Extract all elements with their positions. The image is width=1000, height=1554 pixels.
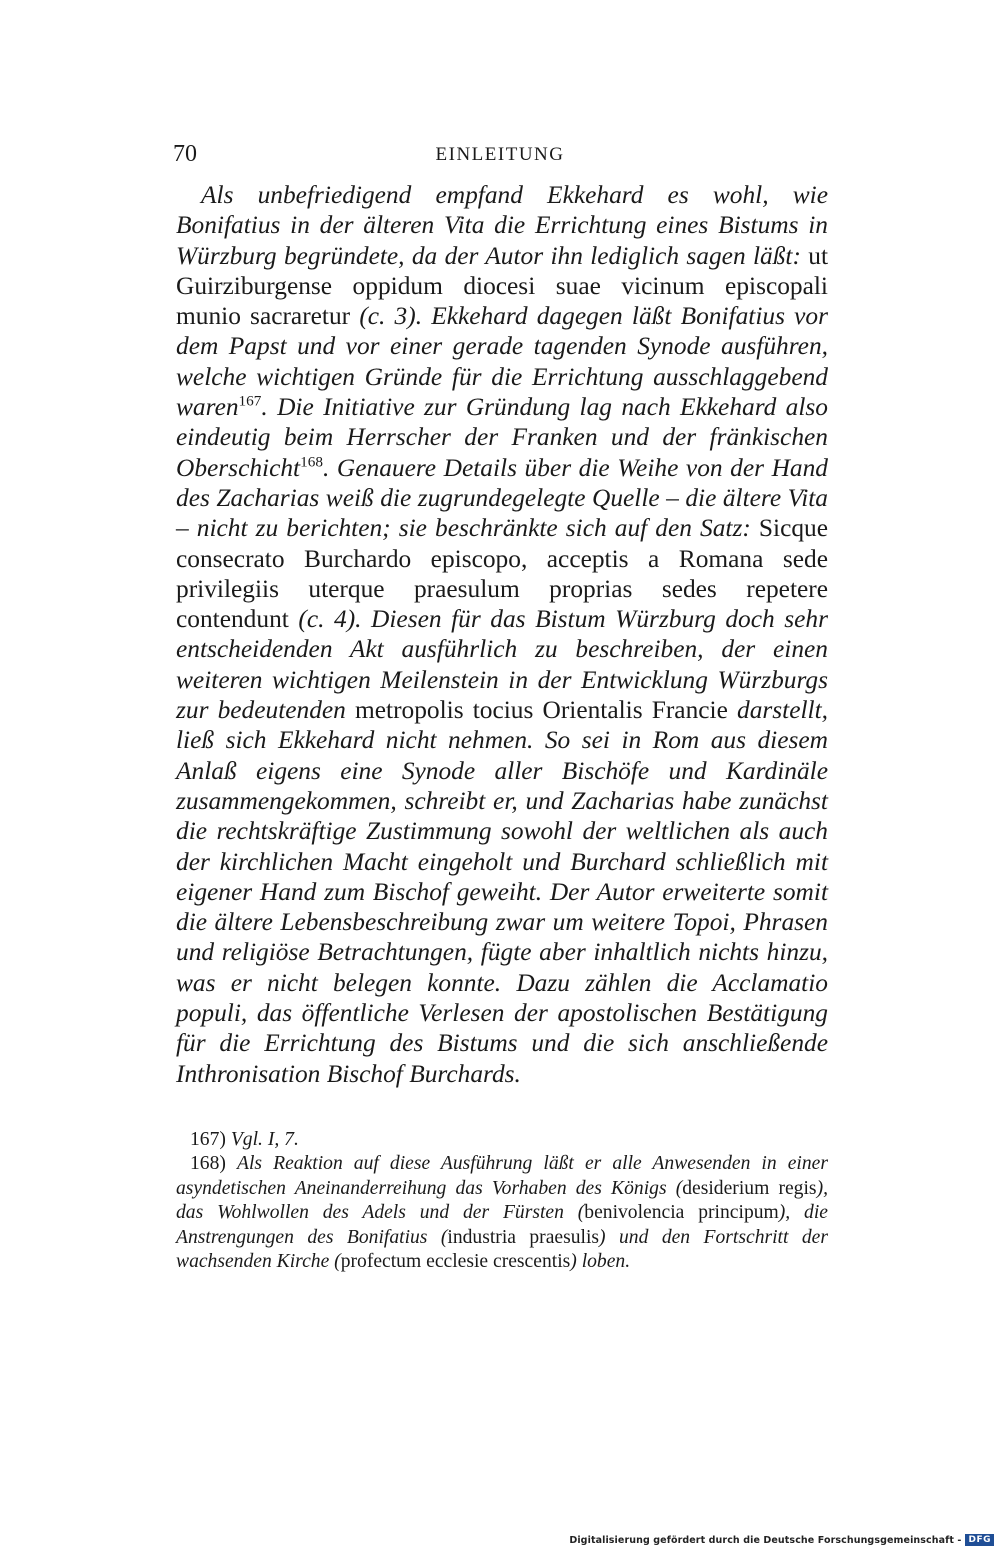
digitization-notice-text: Digitalisierung gefördert durch die Deutsche Forschungsgemeinschaft - [569,1534,962,1546]
footnote-text-run: profectum ecclesie crescentis [340,1251,571,1273]
footnote-text-run: desiderium regis [682,1177,817,1199]
footnote-number: 168) [190,1153,226,1175]
dfg-logo: DFG [965,1534,994,1546]
running-head: EINLEITUNG [435,144,565,165]
footnote-text-run: Als Reaktion auf diese Ausführung läßt er alle Anwesenden in einer asyndetischen Aneinanderreihung das Vorhaben des Königs ( [176,1153,828,1199]
text-run: . Genauere Details über die Weihe von der Hand des Zacharias weiß die zugrundegelegte Quelle – die ältere Vita – nicht zu berichten; sie beschränkte sich auf den Satz: [176,453,828,543]
text-run: ut Guirziburgense oppidum diocesi suae vicinum episcopali munio sacraretur [176,241,828,331]
text-run: metropolis tocius Orientalis Francie [355,696,737,725]
footnote-number: 167) [190,1129,226,1150]
text-run: Als unbefriedigend empfand Ekkehard es wohl, wie Bonifatius in der älteren Vita die Errichtung eines Bistums in Würzburg begründete, da der Autor ihn lediglich sagen läßt: [176,181,828,270]
footnote-text-run: ), das Wohlwollen des Adels und der Fürsten ( [176,1177,828,1224]
footnotes [176,1128,828,1274]
footnote-text-run: ) und den Fortschritt der wachsenden Kirche ( [176,1226,828,1273]
footnote [176,1152,828,1274]
text-run: Sicque consecrato Burchardo episcopo, acceptis a Romana sede privilegiis uterque praesulum proprias sedes repetere contendunt [176,514,828,634]
footnote-text-run: benivolencia principum [584,1202,779,1224]
footnote-text-run: ) loben. [570,1251,631,1273]
footnote-reference: 167 [238,392,262,410]
text-run: (c. 3). Ekkehard dagegen läßt Bonifatius vor dem Papst und vor einer gerade tagenden Synode ausführen, welche wichtigen Gründe für die Errichtung ausschlaggebend waren [176,302,828,422]
text-run: (c. 4). Diesen für das Bistum Würzburg doch sehr entscheidenden Akt ausführlich zu beschreiben, der einen weiteren wichtigen Meilenstein in der Entwicklung Würzburgs zur bedeutenden [176,605,828,725]
footnote-text-run: ), die Anstrengungen des Bonifatius ( [176,1202,828,1248]
text-run: . Die Initiative zur Gründung lag nach Ekkehard also eindeutig beim Herrscher der Franken und der fränkischen Oberschicht [176,393,828,482]
footnote-reference: 168 [300,453,323,471]
digitization-notice [569,1534,994,1546]
text-run: darstellt, ließ sich Ekkehard nicht nehmen. So sei in Rom aus diesem Anlaß eigens eine Synode aller Bischöfe und Kardinäle zusammengekommen, schreibt er, und Zacharias habe zunächst die rechtskräftige Zustimmung sowohl der weltlichen als auch der kirchlichen Macht eingeholt und Burchard schließlich mit eigener Hand zum Bischof geweiht. Der Autor erweiterte somit die ältere Lebensbeschreibung zwar um weitere Topoi, Phrasen und religiöse Betrachtungen, fügte aber inhaltlich nichts hinzu, was er nicht belegen konnte. Dazu zählen die Acclamatio populi, das öffentliche Verlesen der apostolischen Bestätigung für die Errichtung des Bistums und die sich anschließende Inthronisation Bischof Burchards. [176,696,828,1088]
footnote [176,1128,828,1152]
page-number: 70 [173,141,197,167]
footnote-text-run: Vgl. I, 7. [230,1129,299,1150]
footnote-text-run: industria praesulis [447,1226,600,1248]
body-paragraph [176,180,828,1089]
